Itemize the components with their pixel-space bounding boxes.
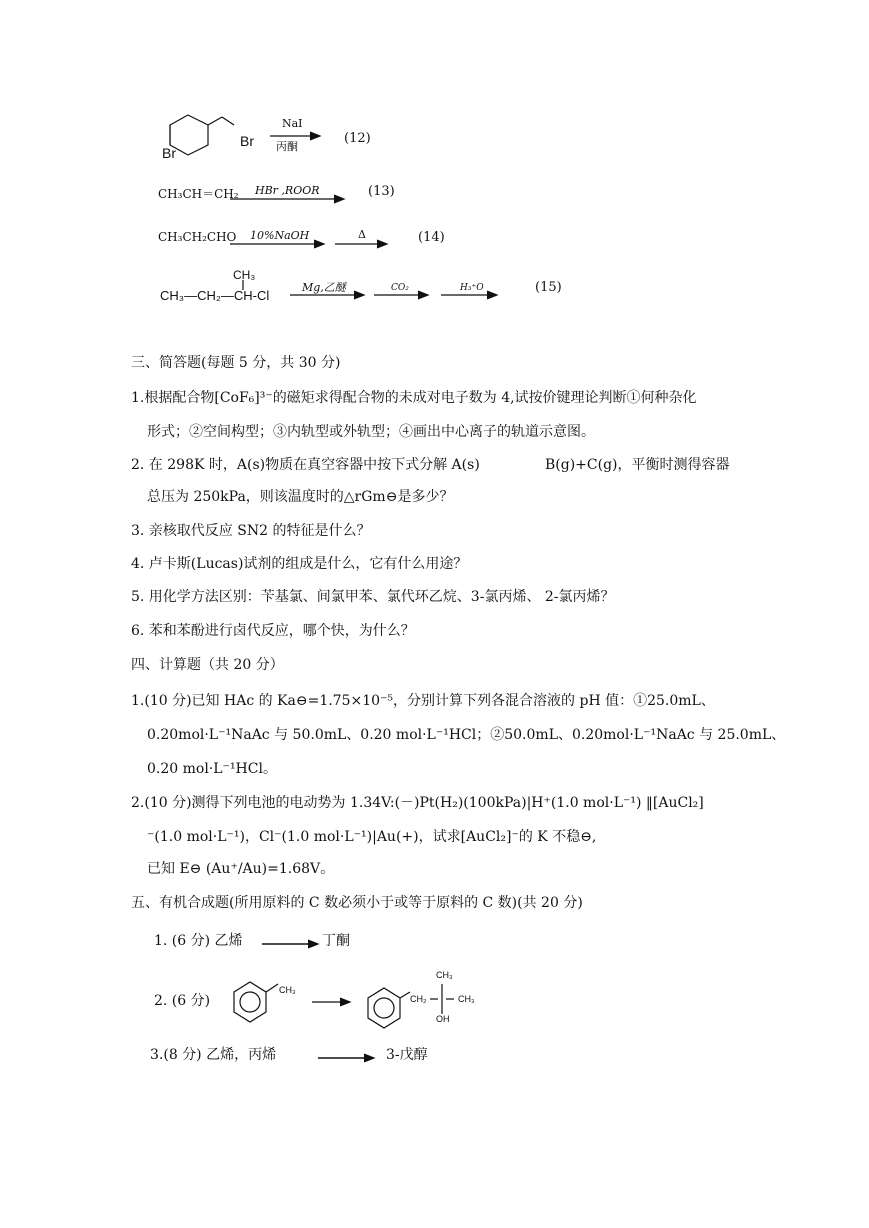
product-ch2: CH₂: [410, 994, 427, 1004]
s3-q6: 6. 苯和苯酚进行卤代反应，哪个快，为什么？: [131, 623, 415, 639]
s5-q2-arrow: [312, 996, 356, 1008]
reaction-number-14: (14): [418, 230, 445, 245]
arrow-15b: [374, 289, 434, 301]
arrow-15a: [290, 289, 368, 301]
s3-q2-line1b: B(g)+C(g)，平衡时测得容器: [545, 457, 730, 473]
reagent-naoh: 10%NaOH: [250, 229, 310, 242]
s4-q2-line2: ⁻(1.0 mol·L⁻¹)，Cl⁻(1.0 mol·L⁻¹)|Au(+)，试求[AuCl₂]⁻的 K 不稳⊖,: [147, 829, 597, 845]
reaction-number-15: (15): [535, 280, 562, 295]
arrow-13: [230, 193, 350, 205]
s4-q2-line3: 已知 E⊖ (Au⁺/Au)=1.68V。: [147, 861, 335, 877]
s4-q1-line3: 0.20 mol·L⁻¹HCl。: [147, 761, 277, 777]
s4-q2-line1: 2.(10 分)测得下列电池的电动势为 1.34V:(－)Pt(H₂)(100kPa)|H⁺(1.0 mol·L⁻¹) ‖[AuCl₂]: [131, 795, 704, 811]
section-4-heading: 四、计算题（共 20 分）: [131, 657, 284, 673]
s5-q3-product: 3-戊醇: [386, 1047, 428, 1063]
s3-q4: 4. 卢卡斯(Lucas)试剂的组成是什么，它有什么用途？: [131, 556, 468, 572]
reaction-number-13: (13): [368, 184, 395, 199]
s3-q5: 5. 用化学方法区别：苄基氯、间氯甲苯、氯代环乙烷、3-氯丙烯、 2-氯丙烯？: [131, 589, 615, 605]
section-3-heading: 三、简答题(每题 5 分，共 30 分): [131, 355, 341, 371]
s5-q3-arrow: [318, 1052, 380, 1064]
bromomethyl-label: Br: [240, 133, 254, 149]
s5-q3-label: 3.(8 分) 乙烯，丙烯: [150, 1047, 277, 1063]
reagent-h3o: H₃⁺O: [460, 283, 484, 293]
substrate-14: CH₃CH₂CHO: [158, 230, 237, 244]
s4-q1-line2: 0.20mol·L⁻¹NaAc 与 50.0mL、0.20 mol·L⁻¹HCl；②50.0mL、0.20mol·L⁻¹NaAc 与 25.0mL、: [147, 727, 786, 743]
product-benzene-structure: [362, 986, 412, 1030]
arrow-15c: [441, 289, 503, 301]
arrow-14a: [230, 238, 330, 250]
reagent-acetone: 丙酮: [276, 140, 298, 153]
s3-q2-line2: 总压为 250kPa，则该温度时的△rGm⊖是多少？: [147, 489, 454, 505]
reagent-mg: Mg,乙醚: [302, 281, 346, 294]
product-oh: OH: [436, 1014, 450, 1024]
reagent-nai: NaI: [282, 117, 303, 130]
reagent-co2: CO₂: [391, 283, 409, 293]
methyl-label-15: CH₃: [233, 268, 256, 282]
substrate-15: CH₃—CH₂—CH-Cl: [160, 288, 270, 303]
s5-q1-label: 1. (6 分) 乙烯: [154, 933, 243, 949]
s3-q1-line2: 形式；②空间构型；③内轨型或外轨型；④画出中心离子的轨道示意图。: [147, 424, 595, 440]
reagent-hbr-roor: HBr ,ROOR: [255, 184, 320, 197]
bromo-label: Br: [162, 145, 176, 161]
product-ch3-right: CH₃: [458, 994, 475, 1004]
section-5-heading: 五、有机合成题(所用原料的 C 数必须小于或等于原料的 C 数)(共 20 分): [131, 895, 583, 911]
reaction-number-12: (12): [344, 131, 371, 146]
reagent-heat: Δ: [358, 228, 366, 241]
s5-q1-arrow: [262, 938, 324, 950]
s5-q1-product: 丁酮: [322, 933, 350, 949]
arrow-14b: [335, 238, 395, 250]
s3-q2-line1a: 2. 在 298K 时，A(s)物质在真空容器中按下式分解 A(s): [131, 457, 480, 473]
s4-q1-line1: 1.(10 分)已知 HAc 的 Ka⊖=1.75×10⁻⁵，分别计算下列各混合溶液的 pH 值：①25.0mL、: [131, 693, 715, 709]
cyclohexane-structure-12: [160, 115, 280, 160]
toluene-methyl: CH₃: [279, 985, 296, 995]
s3-q1-line1: 1.根据配合物[CoF₆]³⁻的磁矩求得配合物的未成对电子数为 4,试按价键理论判断①何种杂化: [131, 390, 697, 406]
substrate-13: CH₃CH＝CH₂: [158, 187, 239, 201]
product-ch3-top: CH₃: [436, 970, 453, 980]
s5-q2-label: 2. (6 分): [154, 993, 211, 1009]
s3-q3: 3. 亲核取代反应 SN2 的特征是什么？: [131, 523, 371, 539]
